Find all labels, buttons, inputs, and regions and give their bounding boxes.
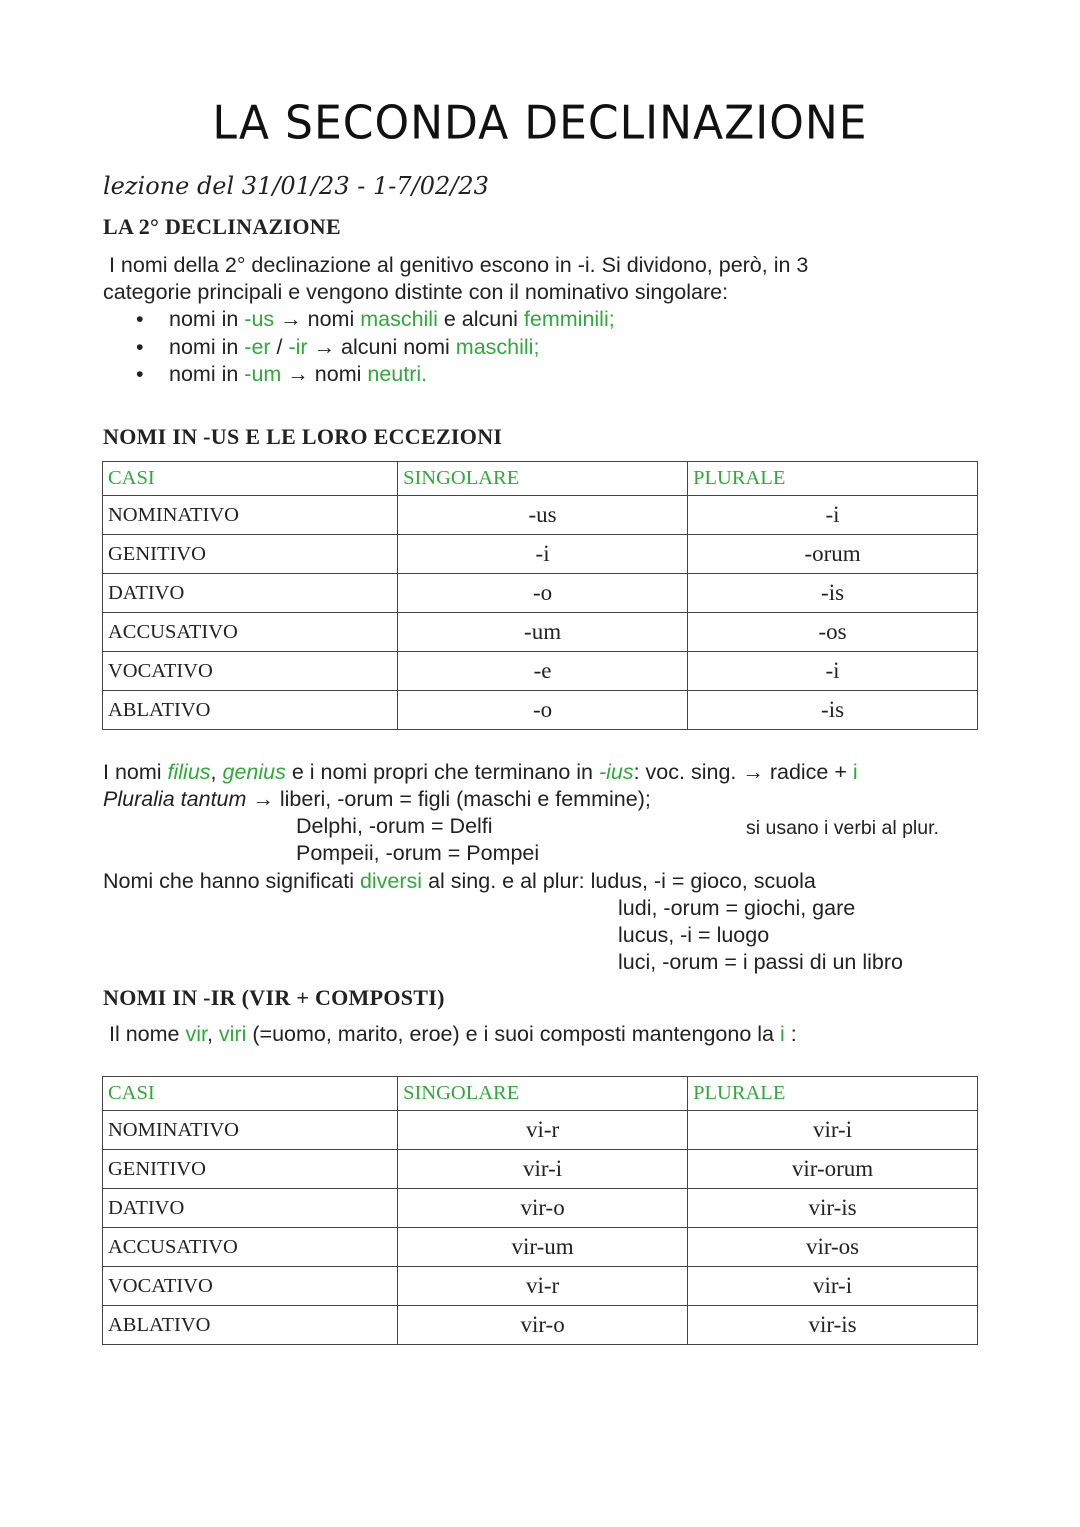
table-row — [103, 1150, 978, 1189]
singular-cell: -o — [398, 691, 688, 730]
singular-cell: vir-o — [398, 1306, 688, 1345]
vir-intro: Il nome vir, viri (=uomo, marito, eroe) e i suoi composti mantengono la i : — [103, 1022, 797, 1046]
case-cell: NOMINATIVO — [103, 496, 398, 535]
header-cell: SINGOLARE — [398, 462, 688, 496]
plural-cell: vir-is — [688, 1189, 978, 1228]
note-delphi: Delphi, -orum = Delfi — [296, 814, 493, 838]
list-item: • nomi in -um → nomi neutri. — [103, 361, 615, 389]
intro-line-1: I nomi della 2° declinazione al genitivo escono in -i. Si dividono, però, in 3 — [103, 253, 809, 277]
page-title: LA SECONDA DECLINAZIONE — [212, 96, 868, 151]
table-row — [103, 691, 978, 730]
singular-cell: vi-r — [398, 1111, 688, 1150]
singular-cell: -e — [398, 652, 688, 691]
header-cell: PLURALE — [688, 1077, 978, 1111]
intro-line-2: categorie principali e vengono distinte con il nominativo singolare: — [103, 280, 729, 304]
plural-cell: -is — [688, 691, 978, 730]
note-pluralia-tantum: Pluralia tantum → liberi, -orum = figli (maschi e femmine); — [103, 787, 651, 811]
note-different-meanings: Nomi che hanno significati diversi al sing. e al plur: ludus, -i = gioco, scuola — [103, 869, 816, 893]
case-cell: GENITIVO — [103, 535, 398, 574]
singular-cell: -um — [398, 613, 688, 652]
singular-cell: -o — [398, 574, 688, 613]
case-cell: VOCATIVO — [103, 652, 398, 691]
table-row — [103, 613, 978, 652]
plural-cell: vir-i — [688, 1111, 978, 1150]
singular-cell: vir-um — [398, 1228, 688, 1267]
case-cell: ACCUSATIVO — [103, 613, 398, 652]
table-row — [103, 1228, 978, 1267]
plural-cell: -os — [688, 613, 978, 652]
table-row — [103, 1306, 978, 1345]
lesson-date: lezione del 31/01/23 - 1-7/02/23 — [103, 172, 489, 200]
intro-paragraph — [103, 252, 983, 306]
header-cell: CASI — [103, 1077, 398, 1111]
case-cell: NOMINATIVO — [103, 1111, 398, 1150]
note-ludi: ludi, -orum = giochi, gare — [618, 896, 856, 920]
table-row — [103, 1267, 978, 1306]
note-vocative-ius: I nomi filius, genius e i nomi propri che terminano in -ius: voc. sing. → radice + i — [103, 760, 858, 784]
singular-cell: vi-r — [398, 1267, 688, 1306]
plural-cell: vir-orum — [688, 1150, 978, 1189]
header-cell: PLURALE — [688, 462, 978, 496]
singular-cell: -us — [398, 496, 688, 535]
case-cell: DATIVO — [103, 574, 398, 613]
case-cell: ACCUSATIVO — [103, 1228, 398, 1267]
plural-cell: vir-i — [688, 1267, 978, 1306]
header-cell: SINGOLARE — [398, 1077, 688, 1111]
singular-cell: -i — [398, 535, 688, 574]
case-cell: VOCATIVO — [103, 1267, 398, 1306]
list-item: • nomi in -er / -ir → alcuni nomi maschili; — [103, 334, 615, 362]
singular-cell: vir-i — [398, 1150, 688, 1189]
table-header-row — [103, 462, 978, 496]
table-row — [103, 574, 978, 613]
declension-table-us — [102, 461, 978, 730]
note-plural-verbs: si usano i verbi al plur. — [746, 817, 939, 839]
table-row — [103, 1189, 978, 1228]
table-row — [103, 496, 978, 535]
plural-cell: -is — [688, 574, 978, 613]
table-row — [103, 535, 978, 574]
case-cell: GENITIVO — [103, 1150, 398, 1189]
section-heading-us-nouns: NOMI IN -US E LE LORO ECCEZIONI — [103, 424, 503, 449]
note-lucus: lucus, -i = luogo — [618, 923, 770, 947]
singular-cell: vir-o — [398, 1189, 688, 1228]
list-item: • nomi in -us → nomi maschili e alcuni femminili; — [103, 306, 615, 334]
plural-cell: -orum — [688, 535, 978, 574]
section-heading-ir-nouns: NOMI IN -IR (VIR + COMPOSTI) — [103, 985, 445, 1010]
table-header-row — [103, 1077, 978, 1111]
section-heading-declension: LA 2° DECLINAZIONE — [103, 214, 341, 239]
header-cell: CASI — [103, 462, 398, 496]
table-row — [103, 652, 978, 691]
plural-cell: -i — [688, 496, 978, 535]
plural-cell: -i — [688, 652, 978, 691]
plural-cell: vir-is — [688, 1306, 978, 1345]
case-cell: ABLATIVO — [103, 1306, 398, 1345]
case-cell: DATIVO — [103, 1189, 398, 1228]
note-pompeii: Pompeii, -orum = Pompei — [296, 841, 540, 865]
category-list — [103, 306, 615, 389]
table-row — [103, 1111, 978, 1150]
note-luci: luci, -orum = i passi di un libro — [618, 950, 903, 974]
plural-cell: vir-os — [688, 1228, 978, 1267]
case-cell: ABLATIVO — [103, 691, 398, 730]
declension-table-vir — [102, 1076, 978, 1345]
